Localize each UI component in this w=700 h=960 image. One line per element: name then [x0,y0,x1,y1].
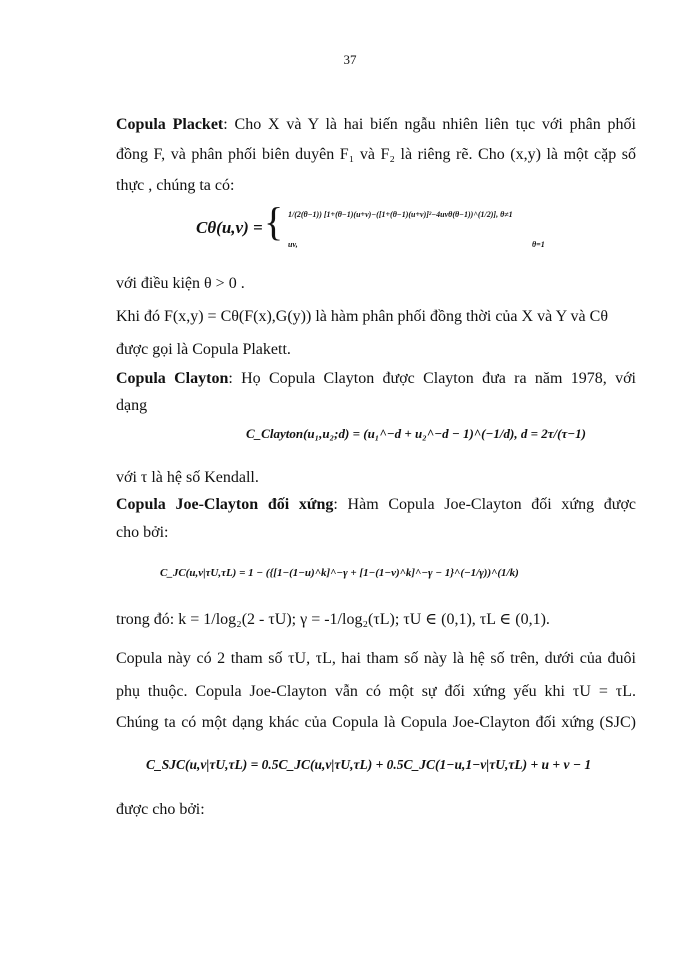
formula-brace: { [264,199,284,244]
joe-clayton-intro-line2: cho bởi: [116,524,169,541]
joe-clayton-given-by: được cho bởi: [116,801,205,818]
placket-formula-case1: 1/(2(θ−1)) [1+(θ−1)(u+v)−([1+(θ−1)(u+v)]²−4uvθ(θ−1))^(1/2)], θ≠1 [288,210,513,219]
clayton-heading: Copula Clayton [116,370,229,387]
joe-clayton-heading: Copula Joe-Clayton đối xứng [116,496,334,513]
joe-clayton-param-line1: Copula này có 2 tham số τU, τL, hai tham số này là hệ số trên, dưới của đuôi [116,650,636,667]
clayton-intro-text: : Họ Copula Clayton được Clayton đưa ra năm 1978, với [228,370,636,387]
placket-formula-case2: uv, [288,240,298,249]
joe-clayton-where-line: trong đó: k = 1/log₂(2 - τU); γ = -1/log₂(τL); τU ∈ (0,1), τL ∈ (0,1). [116,611,550,628]
page-number: 37 [343,52,357,67]
joe-clayton-formula: C_JC(u,v|τU,τL) = 1 − ({[1−(1−u)^k]^−γ + [1−(1−v)^k]^−γ − 1}^(−1/γ))^(1/k) [160,567,519,579]
placket-intro-line2: đồng F, và phân phối biên duyên F₁ và F₂ là riêng rẽ. Cho (x,y) là một cặp số [116,146,636,163]
placket-intro-text: Cho X và Y là hai biến ngẫu nhiên liên tục với phân phối [227,116,636,133]
clayton-formula: C_Clayton(u₁,u₂;d) = (u₁^−d + u₂^−d − 1)^(−1/d), d = 2τ/(τ−1) [246,426,586,441]
joe-clayton-sjc-line: Chúng ta có một dạng khác của Copula là Copula Joe-Clayton đối xứng (SJC) [116,714,636,731]
joe-clayton-sjc-formula: C_SJC(u,v|τU,τL) = 0.5C_JC(u,v|τU,τL) + 0.5C_JC(1−u,1−v|τU,τL) + u + v − 1 [146,757,592,772]
placket-condition: với điều kiện θ > 0 . [116,275,245,292]
placket-formula-lhs: Cθ(u,v) = [196,218,263,237]
placket-heading: Copula Placket [116,116,224,133]
placket-formula-case2-condition: θ=1 [532,240,545,249]
placket-called-line: được gọi là Copula Plakett. [116,341,291,358]
joe-clayton-intro-text: : Hàm Copula Joe-Clayton đối xứng được [333,496,636,513]
placket-when-line: Khi đó F(x,y) = Cθ(F(x),G(y)) là hàm phân phối đồng thời của X và Y và Cθ [116,308,608,325]
joe-clayton-param-line2: phụ thuộc. Copula Joe-Clayton vẫn có một sự đối xứng yếu khi τU = τL. [116,683,636,700]
joe-clayton-intro-line1 [116,496,636,516]
placket-intro-line3: thực , chúng ta có: [116,177,235,194]
placket-formula [116,196,636,266]
clayton-intro-line1 [116,370,636,390]
placket-intro-line1: Copula Placket: Cho X và Y là hai biến ngẫu nhiên liên tục với phân phối [116,116,636,133]
clayton-tau-note: với τ là hệ số Kendall. [116,469,259,486]
clayton-intro-line2: dạng [116,397,148,414]
